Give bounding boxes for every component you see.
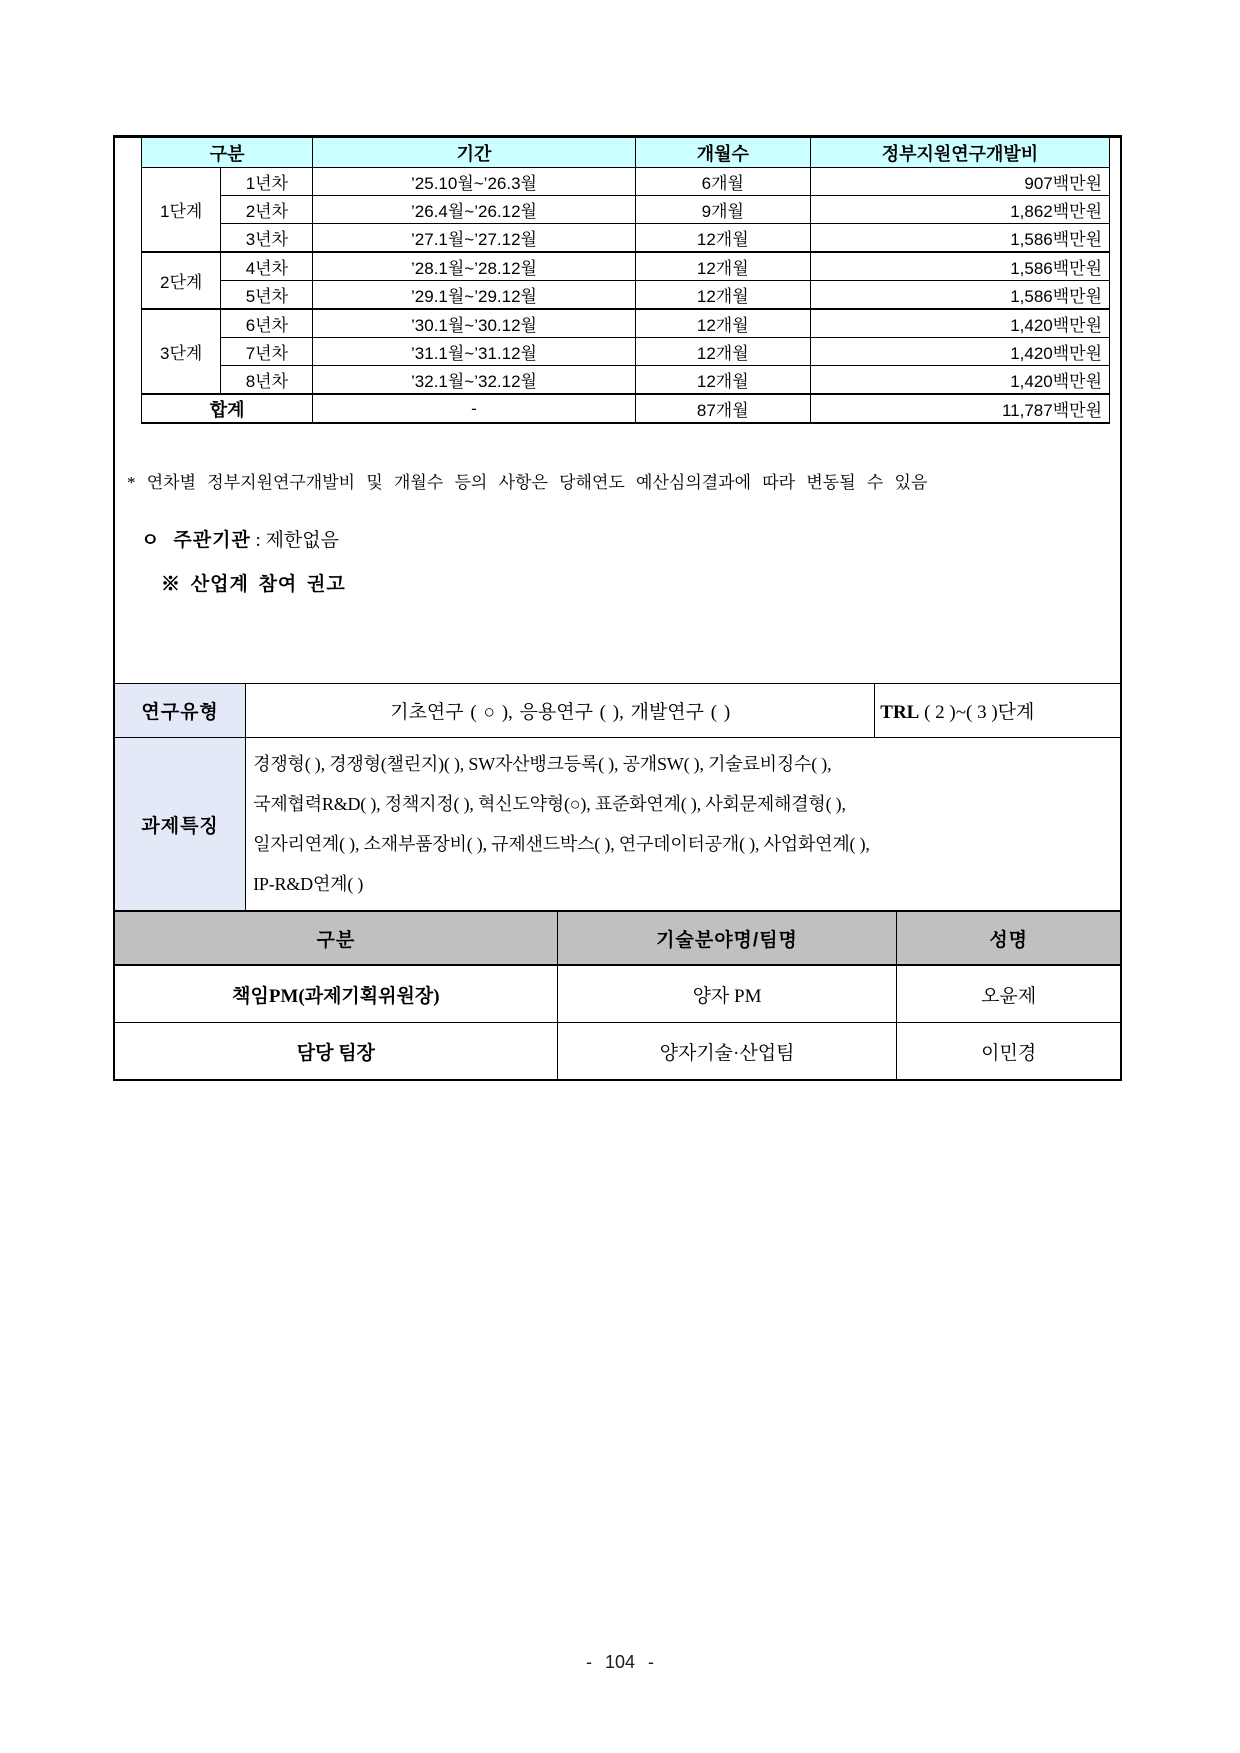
schedule-footnote: * 연차별 정부지원연구개발비 및 개월수 등의 사항은 당해연도 예산심의결과에 따라 변동될 수 있음 — [127, 473, 928, 492]
period-cell: ’27.1월~’27.12월 — [313, 224, 635, 253]
period-cell: ’30.1월~’30.12월 — [313, 309, 635, 338]
industry-recommendation-line — [161, 569, 1120, 596]
stage-cell: 1단계 — [142, 168, 221, 253]
year-cell: 5년차 — [221, 281, 313, 310]
table-row — [142, 196, 1110, 224]
budget-cell: 907백만원 — [810, 168, 1109, 196]
period-cell: ’25.10월~’26.3월 — [313, 168, 635, 196]
year-cell: 7년차 — [221, 338, 313, 366]
schedule-header-category: 구분 — [142, 138, 313, 168]
months-cell: 12개월 — [635, 338, 810, 366]
role-cell: 담당 팀장 — [115, 1023, 557, 1080]
staff-header-category: 구분 — [115, 912, 557, 965]
year-cell: 1년차 — [221, 168, 313, 196]
staff-row — [115, 1023, 1120, 1080]
team-cell: 양자기술·산업팀 — [557, 1023, 897, 1080]
schedule-header-period: 기간 — [313, 138, 635, 168]
name-cell: 이민경 — [981, 1042, 1037, 1064]
budget-cell: 1,586백만원 — [810, 252, 1109, 281]
period-cell: ’26.4월~’26.12월 — [313, 196, 635, 224]
role-cell: 책임PM(과제기획위원장) — [115, 965, 557, 1023]
lead-agency-label: 주관기관 — [173, 530, 251, 551]
year-cell: 8년차 — [221, 366, 313, 395]
months-cell: 12개월 — [635, 309, 810, 338]
research-type-table — [115, 684, 1120, 912]
period-cell: ’31.1월~’31.12월 — [313, 338, 635, 366]
research-type-row — [115, 684, 1120, 738]
months-cell: 12개월 — [635, 281, 810, 310]
table-row — [142, 224, 1110, 253]
trl-label: TRL — [880, 702, 920, 723]
industry-recommendation-text: 산업계 참여 권고 — [190, 574, 346, 595]
budget-cell: 1,586백만원 — [810, 281, 1109, 310]
period-cell: ’28.1월~’28.12월 — [313, 252, 635, 281]
schedule-header-months: 개월수 — [635, 138, 810, 168]
lead-agency-value: 제한없음 — [265, 530, 339, 551]
circle-bullet-icon: ㅇ — [141, 530, 160, 551]
staff-table — [115, 912, 1120, 1079]
total-months-cell: 87개월 — [635, 394, 810, 423]
total-budget-cell: 11,787백만원 — [810, 394, 1109, 423]
budget-cell: 1,420백만원 — [810, 338, 1109, 366]
reference-mark-icon: ※ — [161, 574, 182, 595]
colon-separator: : — [255, 530, 261, 551]
total-row — [142, 394, 1110, 423]
page-number: - 104 - — [585, 1652, 655, 1672]
document-frame — [113, 135, 1122, 1081]
research-type-value: 기초연구 ( ○ ), 응용연구 ( ), 개발연구 ( ) — [246, 684, 875, 738]
year-cell: 4년차 — [221, 252, 313, 281]
staff-row — [115, 965, 1120, 1023]
notes-section — [115, 468, 1120, 684]
schedule-header-row — [142, 138, 1110, 168]
task-features-row — [115, 738, 1120, 912]
year-cell: 6년차 — [221, 309, 313, 338]
task-features-cell — [246, 738, 1120, 912]
budget-cell: 1,420백만원 — [810, 309, 1109, 338]
staff-header-name: 성명 — [897, 912, 1120, 965]
schedule-header-budget: 정부지원연구개발비 — [810, 138, 1109, 168]
staff-header-row — [115, 912, 1120, 965]
table-row — [142, 168, 1110, 196]
task-features-line: 경쟁형( ), 경쟁형(챌린지)( ), SW자산뱅크등록( ), 공개SW( ), 기술료비징수( ), — [253, 754, 832, 774]
year-cell: 3년차 — [221, 224, 313, 253]
period-cell: ’29.1월~’29.12월 — [313, 281, 635, 310]
research-type-label: 연구유형 — [115, 684, 246, 738]
months-cell: 12개월 — [635, 224, 810, 253]
table-row — [142, 338, 1110, 366]
table-row — [142, 366, 1110, 395]
task-features-label: 과제특징 — [115, 738, 246, 912]
months-cell: 9개월 — [635, 196, 810, 224]
months-cell: 12개월 — [635, 252, 810, 281]
task-features-line: 일자리연계( ), 소재부품장비( ), 규제샌드박스( ), 연구데이터공개( ), 사업화연계( ), — [253, 834, 870, 854]
team-cell: 양자 PM — [557, 965, 897, 1023]
task-features-line: 국제협력R&D( ), 정책지정( ), 혁신도약형(○), 표준화연계( ), 사회문제해결형( ), — [253, 794, 846, 814]
table-row — [142, 281, 1110, 310]
schedule-table — [141, 138, 1110, 424]
budget-cell: 1,586백만원 — [810, 224, 1109, 253]
period-cell: ’32.1월~’32.12월 — [313, 366, 635, 395]
table-row — [142, 309, 1110, 338]
year-cell: 2년차 — [221, 196, 313, 224]
stage-cell: 3단계 — [142, 309, 221, 394]
total-label-cell: 합계 — [142, 394, 313, 423]
total-period-cell: - — [313, 394, 635, 423]
staff-header-team: 기술분야명/팀명 — [557, 912, 897, 965]
task-features-line: IP-R&D연계( ) — [253, 874, 364, 894]
trl-value: ( 2 )~( 3 )단계 — [919, 702, 1035, 723]
budget-cell: 1,420백만원 — [810, 366, 1109, 395]
months-cell: 6개월 — [635, 168, 810, 196]
months-cell: 12개월 — [635, 366, 810, 395]
table-row — [142, 252, 1110, 281]
trl-cell — [875, 684, 1120, 738]
name-cell: 오윤제 — [897, 965, 1120, 1023]
budget-cell: 1,862백만원 — [810, 196, 1109, 224]
lead-agency-line — [141, 525, 1120, 552]
stage-cell: 2단계 — [142, 252, 221, 309]
